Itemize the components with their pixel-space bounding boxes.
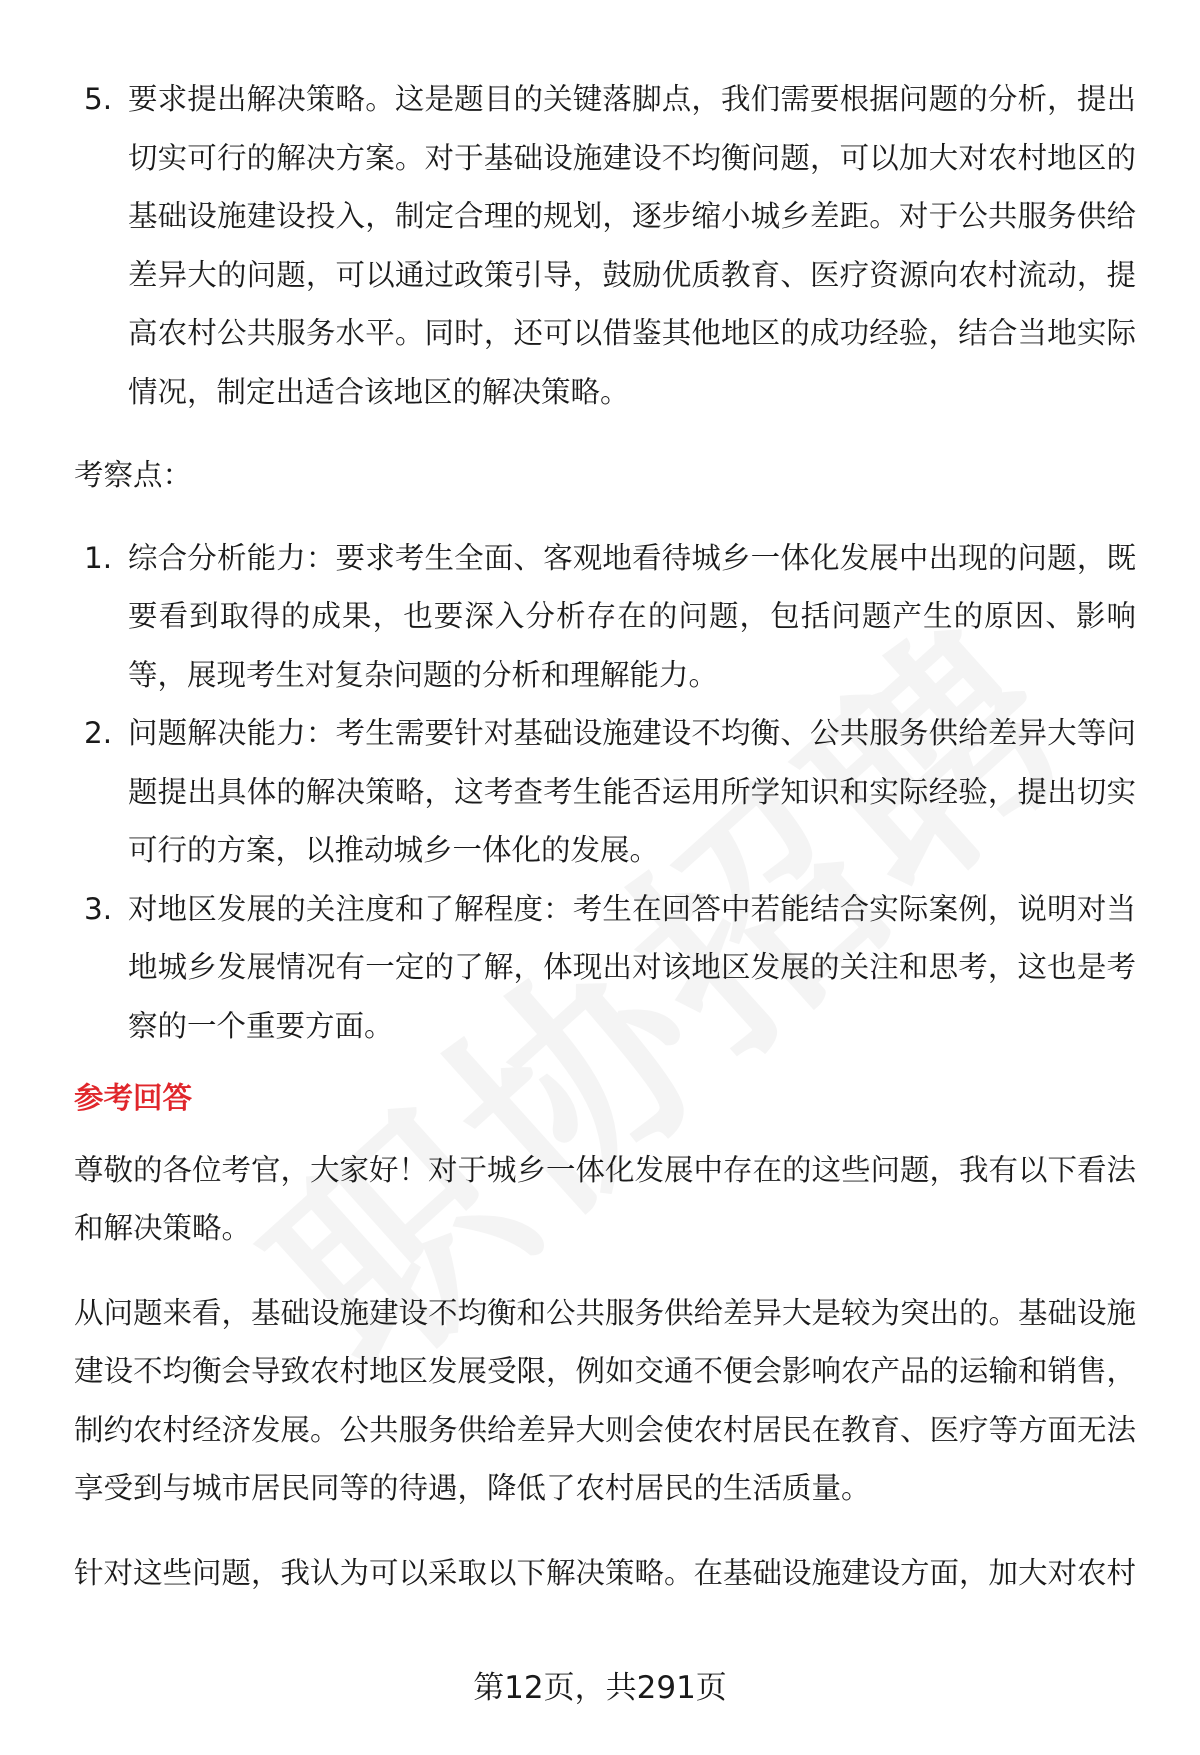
reference-answer-heading: 参考回答 xyxy=(74,1081,193,1115)
list-marker: 2. xyxy=(84,716,113,750)
list-item xyxy=(74,529,1136,705)
list-marker: 3. xyxy=(84,891,113,926)
examination-points-label: 考察点： xyxy=(74,458,193,492)
strategy-list xyxy=(74,70,1136,421)
page-number-footer: 第12页，共291页 xyxy=(473,1670,727,1706)
list-item xyxy=(74,880,1136,1056)
list-item-text: 综合分析能力：要求考生全面、客观地看待城乡一体化发展中出现的问题，既要看到取得的成果，也要深入分析存在的问题，包括问题产生的原因、影响等，展现考生对复杂问题的分析和理解能力。 xyxy=(128,540,1136,692)
answer-paragraph: 从问题来看，基础设施建设不均衡和公共服务供给差异大是较为突出的。基础设施建设不均衡会导致农村地区发展受限，例如交通不便会影响农产品的运输和销售，制约农村经济发展。公共服务供给差异大则会使农村居民在教育、医疗等方面无法享受到与城市居民同等的待遇，降低了农村居民的生活质量。 xyxy=(74,1295,1137,1505)
document-body xyxy=(74,70,1136,1602)
list-marker: 5. xyxy=(84,82,113,116)
list-item-text: 对地区发展的关注度和了解程度：考生在回答中若能结合实际案例，说明对当地城乡发展情况有一定的了解，体现出对该地区发展的关注和思考，这也是考察的一个重要方面。 xyxy=(128,891,1136,1043)
answer-paragraph: 尊敬的各位考官，大家好！对于城乡一体化发展中存在的这些问题，我有以下看法和解决策略。 xyxy=(74,1152,1137,1245)
list-item-text: 要求提出解决策略。这是题目的关键落脚点，我们需要根据问题的分析，提出切实可行的解决方案。对于基础设施建设不均衡问题，可以加大对农村地区的基础设施建设投入，制定合理的规划，逐步缩小城乡差距。对于公共服务供给差异大的问题，可以通过政策引导，鼓励优质教育、医疗资源向农村流动，提高农村公共服务水平。同时，还可以借鉴其他地区的成功经验，结合当地实际情况，制定出适合该地区的解决策略。 xyxy=(128,82,1136,409)
list-marker: 1. xyxy=(84,540,113,575)
list-item xyxy=(74,70,1136,421)
list-item-text: 问题解决能力：考生需要针对基础设施建设不均衡、公共服务供给差异大等问题提出具体的解决策略，这考查考生能否运用所学知识和实际经验，提出切实可行的方案，以推动城乡一体化的发展。 xyxy=(128,716,1136,867)
answer-paragraph: 针对这些问题，我认为可以采取以下解决策略。在基础设施建设方面，加大对农村 xyxy=(74,1555,1137,1590)
examination-points-list xyxy=(74,529,1136,1056)
list-item xyxy=(74,704,1136,880)
